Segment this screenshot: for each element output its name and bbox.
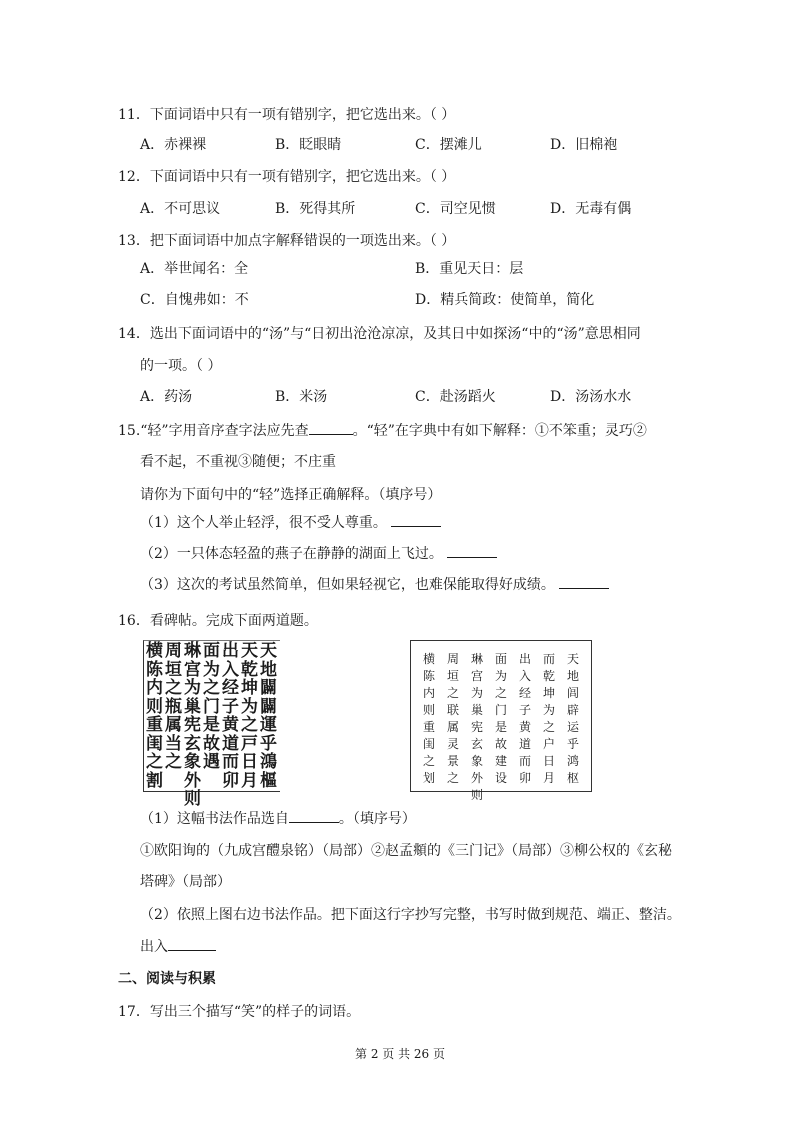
calligraphy-character: 则 <box>184 789 201 809</box>
option-b: B．眨眼睛 <box>275 137 342 153</box>
calligraphy-character: 周 <box>446 652 459 666</box>
calligraphy-column <box>537 651 561 787</box>
calligraphy-column <box>513 651 537 787</box>
calligraphy-character: 设 <box>494 771 507 785</box>
q15-sentence-3 <box>140 574 609 594</box>
question-14-stem-line2: 的一项。（ ） <box>140 358 222 374</box>
calligraphy-character: 之 <box>241 715 258 735</box>
calligraphy-character: 坤 <box>241 678 258 698</box>
calligraphy-character: 黄 <box>222 715 239 735</box>
question-12-stem: 12．下面词语中只有一项有错别字，把它选出来。（ ） <box>118 169 456 185</box>
calligraphy-character: 之 <box>542 720 555 734</box>
calligraphy-character: 周 <box>165 641 182 661</box>
calligraphy-character: 乎 <box>260 733 277 754</box>
calligraphy-character: 巢 <box>184 696 201 717</box>
question-15-line1 <box>118 420 647 440</box>
calligraphy-character: 建 <box>494 754 507 768</box>
calligraphy-character: 之 <box>146 752 163 772</box>
calligraphy-character: 则 <box>470 788 483 802</box>
calligraphy-character: 子 <box>222 696 239 717</box>
page-footer: 第 2 页 共 26 页 <box>355 1047 445 1061</box>
calligraphy-column <box>441 651 465 787</box>
calligraphy-character: 宫 <box>184 659 201 680</box>
calligraphy-character: 宫 <box>470 669 483 683</box>
calligraphy-character: 则 <box>146 696 163 717</box>
calligraphy-character: 巢 <box>470 703 483 717</box>
section-title: 二、阅读与积累 <box>118 971 216 987</box>
calligraphy-character: 闺 <box>146 733 163 754</box>
calligraphy-character: 运 <box>566 720 579 734</box>
option-b: B．重见天日：层 <box>415 261 524 277</box>
calligraphy-character: 天 <box>241 641 258 661</box>
option-c: C．司空见惯 <box>415 201 496 217</box>
question-15-instruction: 请你为下面句中的“轻”选择正确解释。（填序号） <box>140 487 442 503</box>
q16-choices-line2: 塔碑》（局部） <box>140 874 231 890</box>
calligraphy-character: 面 <box>494 652 507 666</box>
calligraphy-character: 卯 <box>222 770 239 791</box>
calligraphy-character: 故 <box>203 733 220 754</box>
calligraphy-character: 月 <box>241 770 258 791</box>
calligraphy-character: 辟 <box>566 703 579 717</box>
calligraphy-character: 乎 <box>566 737 579 751</box>
calligraphy-character: 入 <box>518 669 531 683</box>
calligraphy-character: 乾 <box>241 659 258 680</box>
calligraphy-character: 之 <box>165 678 182 698</box>
calligraphy-sample-left <box>143 640 280 809</box>
calligraphy-character: 戸 <box>241 733 258 754</box>
calligraphy-character: 为 <box>470 686 483 700</box>
calligraphy-character: 陈 <box>422 669 435 683</box>
part1-text: （1）这幅书法作品选自 <box>140 811 289 827</box>
calligraphy-character: 玄 <box>184 733 201 754</box>
q16-part1 <box>140 808 416 828</box>
calligraphy-character: 之 <box>422 754 435 768</box>
calligraphy-character: 重 <box>422 720 435 734</box>
answer-blank[interactable] <box>391 526 441 527</box>
question-13-options-row2 <box>0 289 800 313</box>
calligraphy-character: 日 <box>241 752 258 772</box>
calligraphy-character: 象 <box>470 754 483 768</box>
calligraphy-character: 则 <box>422 703 435 717</box>
calligraphy-column <box>417 651 441 787</box>
calligraphy-character: 横 <box>146 641 163 661</box>
option-a: A．药汤 <box>140 389 193 405</box>
calligraphy-column <box>183 642 202 809</box>
calligraphy-character: 经 <box>222 678 239 698</box>
calligraphy-character: 属 <box>165 715 182 735</box>
calligraphy-character: 天 <box>566 652 579 666</box>
sentence-text: （2）一只体态轻盈的燕子在静静的湖面上飞过。 <box>140 546 443 562</box>
calligraphy-character: 宪 <box>470 720 483 734</box>
calligraphy-character: 日 <box>542 754 555 768</box>
calligraphy-character: 重 <box>146 715 163 735</box>
question-14-options <box>0 386 800 410</box>
calligraphy-character: 乾 <box>542 669 555 683</box>
calligraphy-character: 之 <box>203 678 220 698</box>
calligraphy-character: 鴻 <box>260 752 277 772</box>
calligraphy-column <box>489 651 513 787</box>
option-c: C．自愧弗如：不 <box>140 292 249 308</box>
calligraphy-character: 之 <box>165 752 182 772</box>
calligraphy-character: 故 <box>494 737 507 751</box>
calligraphy-character: 月 <box>542 771 555 785</box>
answer-blank[interactable] <box>309 434 353 435</box>
calligraphy-character: 为 <box>494 669 507 683</box>
question-11-stem: 11．下面词语中只有一项有错别字，把它选出来。（ ） <box>118 107 456 123</box>
option-d: D．汤汤水水 <box>550 389 632 405</box>
calligraphy-character: 運 <box>260 715 277 735</box>
calligraphy-character: 灵 <box>446 737 459 751</box>
calligraphy-character: 遇 <box>203 752 220 772</box>
option-a: A．不可思议 <box>140 201 221 217</box>
option-d: D．旧棉袍 <box>550 137 618 153</box>
calligraphy-column <box>465 651 489 804</box>
calligraphy-character: 而 <box>222 752 239 772</box>
option-d: D．无毒有偶 <box>550 201 632 217</box>
calligraphy-character: 联 <box>446 703 459 717</box>
calligraphy-column <box>164 642 183 772</box>
calligraphy-character: 划 <box>422 771 435 785</box>
question-14-stem-line1: 14．选出下面词语中的“汤”与“日初出沧沧凉凉，及其日中如探汤“中的“汤”意思相同 <box>118 326 641 342</box>
calligraphy-character: 是 <box>203 715 220 735</box>
option-d: D．精兵简政：使简单，简化 <box>415 292 595 308</box>
calligraphy-character: 内 <box>422 686 435 700</box>
calligraphy-character: 垣 <box>446 669 459 683</box>
calligraphy-character: 地 <box>566 669 579 683</box>
calligraphy-character: 属 <box>446 720 459 734</box>
calligraphy-column <box>202 642 221 772</box>
calligraphy-column <box>240 642 259 790</box>
q16-part2: （2）依照上图右边书法作品。把下面这行字抄写完整，书写时做到规范、端正、整洁。 <box>140 907 681 923</box>
q16-choices-line1: ①欧阳询的（九成宫醴泉铭）（局部）②赵孟頫的《三门记》（局部）③柳公权的《玄秘 <box>140 843 672 859</box>
calligraphy-character: 户 <box>542 737 555 751</box>
option-c: C．赴汤蹈火 <box>415 389 496 405</box>
calligraphy-character: 黄 <box>518 720 531 734</box>
calligraphy-character: 为 <box>203 659 220 680</box>
answer-blank[interactable] <box>447 557 497 558</box>
calligraphy-character: 琳 <box>184 641 201 661</box>
q15-sentence-1 <box>140 512 441 532</box>
calligraphy-character: 面 <box>203 641 220 661</box>
calligraphy-character: 坤 <box>542 686 555 700</box>
q15-text-a: 15.“轻”字用音序查字法应先查 <box>118 423 309 439</box>
calligraphy-character: 而 <box>542 652 555 666</box>
question-16-stem: 16．看碑帖。完成下面两道题。 <box>118 613 318 629</box>
calligraphy-character: 宪 <box>184 715 201 735</box>
calligraphy-column <box>221 642 240 790</box>
calligraphy-character: 门 <box>494 703 507 717</box>
calligraphy-character: 瓶 <box>165 696 182 717</box>
calligraphy-character: 出 <box>222 641 239 661</box>
calligraphy-character: 垣 <box>165 659 182 680</box>
calligraphy-character: 陈 <box>146 659 163 680</box>
calligraphy-character: 景 <box>446 754 459 768</box>
calligraphy-character: 当 <box>165 733 182 754</box>
calligraphy-character: 外 <box>470 771 483 785</box>
question-13-options-row1 <box>0 258 800 282</box>
calligraphy-character: 是 <box>494 720 507 734</box>
calligraphy-character: 内 <box>146 678 163 698</box>
calligraphy-sample-right <box>410 640 592 802</box>
calligraphy-character: 地 <box>260 659 277 680</box>
copy-prefix: 出入 <box>140 939 168 955</box>
calligraphy-character: 为 <box>184 678 201 698</box>
calligraphy-character: 闢 <box>260 696 277 717</box>
calligraphy-character: 天 <box>260 641 277 661</box>
calligraphy-character: 象 <box>184 752 201 772</box>
calligraphy-column <box>259 642 278 790</box>
calligraphy-column <box>145 642 164 790</box>
sentence-text: （1）这个人举止轻浮，很不受人尊重。 <box>140 515 387 531</box>
calligraphy-character: 枢 <box>566 771 579 785</box>
answer-blank[interactable] <box>289 822 339 823</box>
calligraphy-character: 樞 <box>260 770 277 791</box>
calligraphy-character: 之 <box>494 686 507 700</box>
question-15-line2: 看不起，不重视③随便；不庄重 <box>140 454 336 470</box>
q15-sentence-2 <box>140 543 497 563</box>
calligraphy-character: 出 <box>518 652 531 666</box>
option-a: A．赤裸裸 <box>140 137 207 153</box>
answer-blank[interactable] <box>168 950 216 951</box>
calligraphy-character: 玄 <box>470 737 483 751</box>
q16-copy-line <box>140 936 216 956</box>
calligraphy-character: 外 <box>184 770 201 791</box>
calligraphy-character: 为 <box>542 703 555 717</box>
calligraphy-character: 割 <box>146 770 163 791</box>
calligraphy-character: 子 <box>518 703 531 717</box>
calligraphy-character: 鸿 <box>566 754 579 768</box>
calligraphy-character: 经 <box>518 686 531 700</box>
question-13-stem: 13．把下面词语中加点字解释错误的一项选出来。（ ） <box>118 233 456 249</box>
option-c: C．摆滩儿 <box>415 137 482 153</box>
answer-blank[interactable] <box>559 588 609 589</box>
calligraphy-character: 为 <box>241 696 258 717</box>
calligraphy-character: 入 <box>222 659 239 680</box>
option-b: B．死得其所 <box>275 201 356 217</box>
sentence-text: （3）这次的考试虽然简单，但如果轻视它，也难保能取得好成绩。 <box>140 577 555 593</box>
calligraphy-character: 道 <box>222 733 239 754</box>
question-12-options <box>0 198 800 222</box>
option-b: B．米汤 <box>275 389 328 405</box>
calligraphy-character: 闺 <box>422 737 435 751</box>
calligraphy-character: 之 <box>446 771 459 785</box>
calligraphy-character: 卯 <box>518 771 531 785</box>
calligraphy-character: 闾 <box>566 686 579 700</box>
calligraphy-character: 横 <box>422 652 435 666</box>
part1-tail: 。（填序号） <box>338 811 416 827</box>
calligraphy-character: 而 <box>518 754 531 768</box>
calligraphy-character: 闢 <box>260 678 277 698</box>
calligraphy-character: 之 <box>446 686 459 700</box>
option-a: A．举世闻名：全 <box>140 261 249 277</box>
question-17-stem: 17．写出三个描写“笑”的样子的词语。 <box>118 1004 361 1020</box>
question-11-options <box>0 134 800 158</box>
calligraphy-character: 道 <box>518 737 531 751</box>
calligraphy-character: 门 <box>203 696 220 717</box>
calligraphy-character: 琳 <box>470 652 483 666</box>
calligraphy-column <box>561 651 585 787</box>
q15-text-b: 。“轻”在字典中有如下解释：①不笨重；灵巧② <box>352 423 647 439</box>
